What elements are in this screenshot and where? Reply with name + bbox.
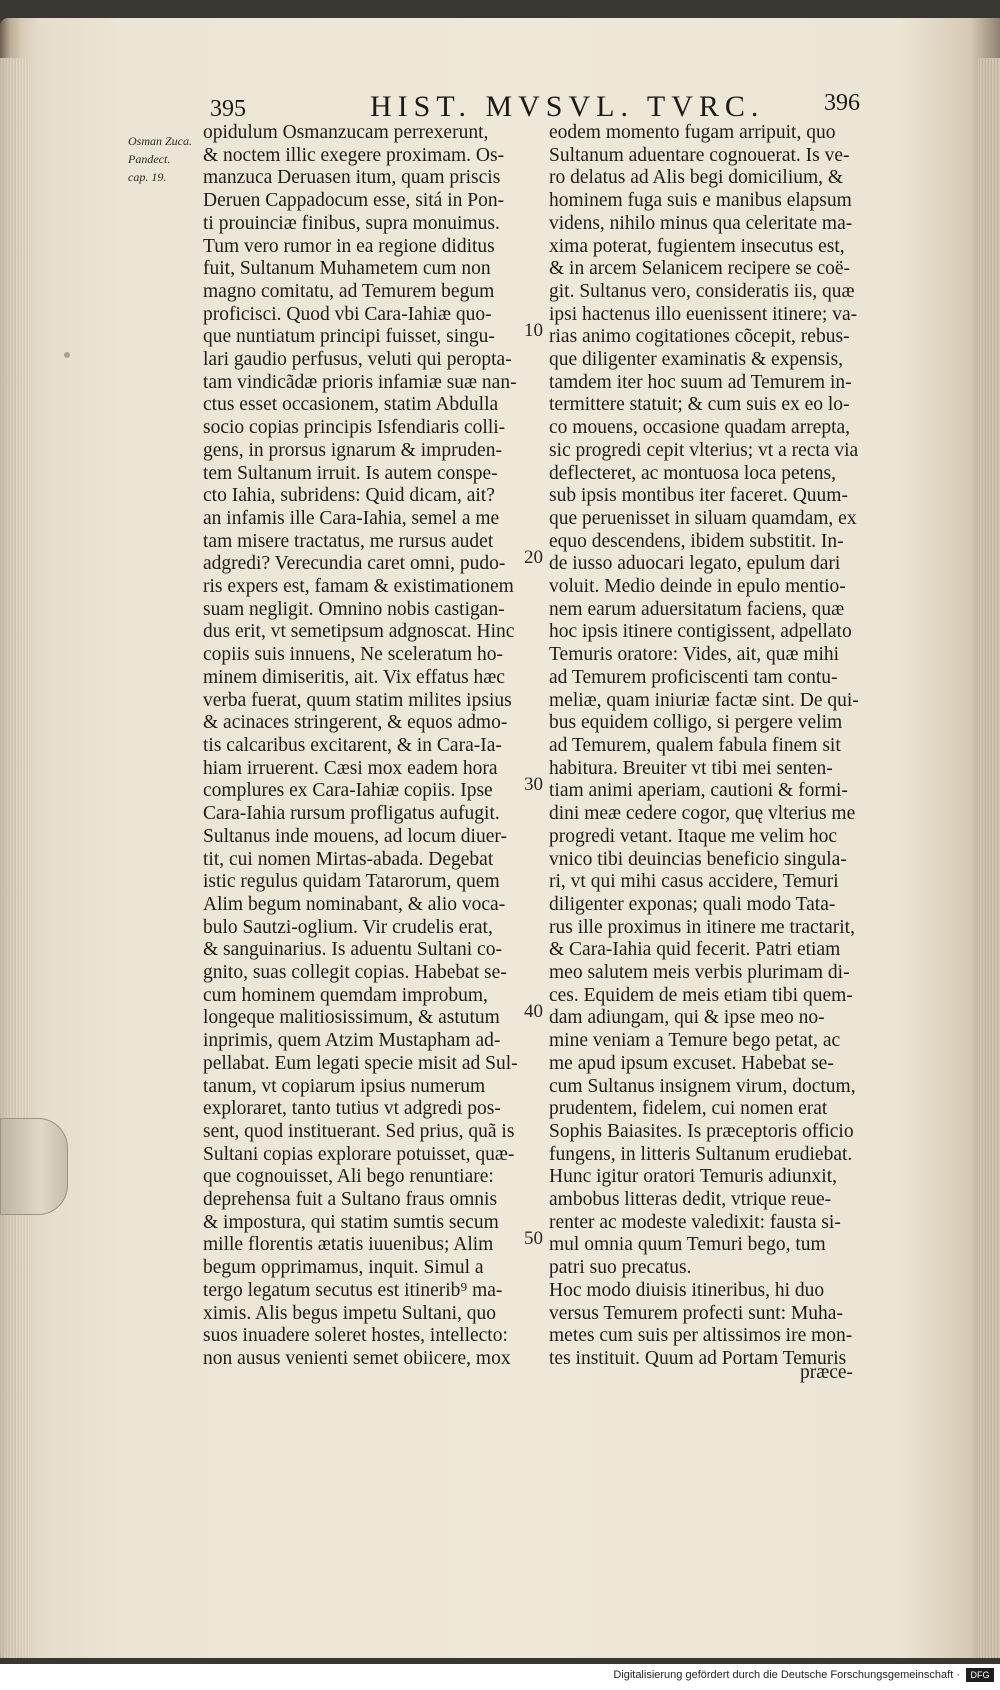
- text-line: complures ex Cara-Iahiæ copiis. Ipse: [203, 780, 493, 802]
- page-number-left: 395: [210, 96, 246, 122]
- text-line: co mouens, occasione quadam arrepta,: [549, 417, 851, 439]
- text-line: dini meæ cedere cogor, quę vlterius me: [549, 803, 856, 825]
- text-line: ipsi hactenus illo euenissent itinere; va-: [549, 303, 858, 325]
- bookmark-ribbon: [0, 1118, 68, 1215]
- text-line: metes cum suis per altissimos ire mon-: [549, 1325, 853, 1347]
- text-line: verba fuerat, quum statim milites ipsius: [203, 689, 512, 711]
- text-line: ro delatus ad Alis begi domicilium, &: [549, 167, 844, 189]
- text-line: magno comitatu, ad Temurem begum: [203, 280, 495, 302]
- text-line: lari gaudio perfusus, veluti qui peropta-: [203, 349, 512, 371]
- text-line: de iusso aduocari legato, epulum dari: [549, 553, 841, 575]
- text-line: cum hominem quemdam improbum,: [203, 984, 488, 1006]
- text-line: opidulum Osmanzucam perrexerunt,: [203, 122, 489, 143]
- text-line: Hoc modo diuisis itineribus, hi duo: [549, 1279, 825, 1301]
- text-line: tit, cui nomen Mirtas-abada. Degebat: [203, 848, 494, 870]
- dfg-logo: DFG: [966, 1668, 994, 1682]
- text-line: Sophis Baiasites. Is præceptoris officio: [549, 1120, 854, 1142]
- text-line: longeque malitiosissimum, & astutum: [203, 1007, 500, 1029]
- text-line: que cognouisset, Ali bego renuntiare:: [203, 1166, 494, 1188]
- page-number-right: 396: [824, 90, 860, 116]
- text-line: habitura. Breuiter vt tibi mei senten-: [549, 757, 833, 779]
- text-line: fungens, in litteris Sultanum erudiebat.: [549, 1143, 853, 1165]
- funding-credit: Digitalisierung gefördert durch die Deutsche Forschungsgemeinschaft ·: [613, 1669, 960, 1681]
- text-line: Sultanus inde mouens, ad locum diuer-: [203, 825, 507, 847]
- line-number: 50: [524, 1228, 543, 1249]
- left-text-column: [203, 122, 523, 1371]
- text-line: Cara-Iahia rursum profligatus aufugit.: [203, 803, 500, 825]
- text-line: Tum vero rumor in ea regione diditus: [203, 235, 495, 257]
- text-line: xima poterat, fugientem insecutus est,: [549, 235, 845, 257]
- text-line: que nuntiatum principi fuisset, singu-: [203, 326, 495, 348]
- line-number: 40: [524, 1001, 543, 1022]
- text-line: non ausus venienti semet obiicere, mox: [203, 1347, 511, 1369]
- text-line: prudentem, fidelem, cui nomen erat: [549, 1098, 828, 1120]
- running-title: HIST. MVSVL. TVRC.: [370, 90, 765, 123]
- page-edges-left: [0, 58, 30, 1658]
- text-line: inprimis, quem Atzim Mustapham ad-: [203, 1030, 501, 1052]
- text-line: & Cara-Iahia quid fecerit. Patri etiam: [549, 939, 841, 961]
- text-line: copiis suis innuens, Ne sceleratum ho-: [203, 644, 504, 666]
- page-edges-right: [978, 58, 1000, 1658]
- text-line: & in arcem Selanicem recipere se coë-: [549, 258, 851, 280]
- text-line: bulo Sautzi-oglium. Vir crudelis erat,: [203, 916, 493, 938]
- text-line: me apud ipsum excuset. Habebat se-: [549, 1052, 834, 1074]
- text-line: hiam irruerent. Cæsi mox eadem hora: [203, 757, 498, 779]
- footer-bar: [0, 1664, 1000, 1690]
- text-line: suos inuadere soleret hostes, intellecto:: [203, 1325, 508, 1347]
- text-line: ximis. Alis begus impetu Sultani, quo: [203, 1302, 497, 1324]
- text-line: hominem fuga suis e manibus elapsum: [549, 190, 852, 212]
- text-line: diligenter exponas; quali modo Tata-: [549, 893, 836, 915]
- text-line: exploraret, tanto tutius vt adgredi pos-: [203, 1098, 501, 1120]
- text-line: mine veniam a Temure bego petat, ac: [549, 1030, 841, 1052]
- text-line: tiam animi aperiam, cautioni & formi-: [549, 780, 848, 802]
- text-line: cum Sultanus insignem virum, doctum,: [549, 1075, 856, 1097]
- text-line: rias animo cogitationes cõcepit, rebus-: [549, 326, 850, 348]
- text-line: mille florentis ætatis iuuenibus; Alim: [203, 1234, 494, 1256]
- text-line: ces. Equidem de meis etiam tibi quem-: [549, 984, 853, 1006]
- line-number: 10: [524, 320, 543, 341]
- text-line: & sanguinarius. Is aduentu Sultani co-: [203, 939, 502, 961]
- text-line: gens, in prorsus ignarum & impruden-: [203, 439, 502, 461]
- text-line: rus ille proximus in itinere me tractarit,: [549, 916, 855, 938]
- text-line: eodem momento fugam arripuit, quo: [549, 122, 836, 143]
- text-line: ambobus litteras dedit, vtrique reue-: [549, 1189, 832, 1211]
- text-line: que diligenter examinatis & expensis,: [549, 349, 844, 371]
- text-line: Deruen Cappadocum esse, sitá in Pon-: [203, 190, 505, 212]
- text-line: tam vindicãdæ prioris infamiæ suæ nan-: [203, 371, 517, 393]
- text-line: ti prouinciæ finibus, supra monuimus.: [203, 212, 500, 234]
- text-line: versus Temurem profecti sunt: Muha-: [549, 1302, 843, 1324]
- text-line: termittere statuit; & cum suis ex eo lo-: [549, 394, 850, 416]
- text-line: socio copias principis Isfendiaris colli-: [203, 417, 506, 439]
- text-line: & noctem illic exegere proximam. Os-: [203, 144, 505, 166]
- text-line: Alim begum nominabant, & alio voca-: [203, 893, 506, 915]
- text-line: fuit, Sultanum Muhametem cum non: [203, 258, 491, 280]
- ink-spot: [64, 352, 70, 358]
- text-line: git. Sultanus vero, consideratis iis, quæ: [549, 280, 855, 302]
- text-line: mul omnia quum Temuri bego, tum: [549, 1234, 826, 1256]
- text-line: sic progredi cepit vlterius; vt a recta via: [549, 439, 859, 461]
- text-line: gnito, suas collegit copias. Habebat se-: [203, 962, 507, 984]
- text-line: equo descendens, ibidem substitit. In-: [549, 530, 844, 552]
- text-line: suam negligit. Omnino nobis castigan-: [203, 598, 505, 620]
- text-line: tergo legatum secutus est itinerib⁹ ma-: [203, 1279, 503, 1301]
- text-line: & acinaces stringerent, & equos admo-: [203, 712, 508, 734]
- text-line: tam misere tractatus, me rursus audet: [203, 530, 494, 552]
- text-line: ri, vt qui mihi casus accidere, Temuri: [549, 871, 839, 893]
- text-line: videns, nihilo minus qua celeritate ma-: [549, 212, 853, 234]
- text-line: tanum, vt copiarum ipsius numerum: [203, 1075, 486, 1097]
- text-line: pellabat. Eum legati specie misit ad Sul-: [203, 1052, 518, 1074]
- text-line: deflecteret, ac montuosa loca petens,: [549, 462, 836, 484]
- line-number: 20: [524, 547, 543, 568]
- text-line: Sultani copias explorare potuisset, quæ-: [203, 1143, 515, 1165]
- text-line: manzuca Deruasen itum, quam priscis: [203, 167, 501, 189]
- marginal-note-line: Pandect.: [128, 152, 171, 166]
- text-line: tamdem iter hoc suum ad Temurem in-: [549, 371, 852, 393]
- text-line: meo salutem meis verbis plurimam di-: [549, 962, 850, 984]
- text-line: ad Temurem, qualem fabula finem sit: [549, 734, 841, 756]
- text-line: Hunc igitur oratori Temuris adiunxit,: [549, 1166, 838, 1188]
- text-line: deprehensa fuit a Sultano fraus omnis: [203, 1189, 498, 1211]
- text-line: tes instituit. Quum ad Portam Temuris: [549, 1347, 847, 1369]
- text-line: voluit. Medio deinde in epulo mentio-: [549, 576, 846, 598]
- text-line: cto Iahia, subridens: Quid dicam, ait?: [203, 485, 495, 507]
- text-line: nem earum aduersitatum faciens, quæ: [549, 598, 845, 620]
- text-line: proficisci. Quod vbi Cara-Iahiæ quo-: [203, 303, 492, 325]
- text-line: vnico tibi deuincias beneficio singula-: [549, 848, 847, 870]
- text-line: sub ipsis montibus iter faceret. Quum-: [549, 485, 848, 507]
- text-line: ctus esset occasionem, statim Abdulla: [203, 394, 499, 416]
- marginal-note: [128, 132, 206, 186]
- text-line: sent, quod instituerant. Sed prius, quã is: [203, 1120, 515, 1142]
- text-line: Sultanum aduentare cognouerat. Is ve-: [549, 144, 850, 166]
- text-line: meliæ, quam iniuriæ factæ sint. De qui-: [549, 689, 859, 711]
- text-line: tem Sultanum irruit. Is autem conspe-: [203, 462, 498, 484]
- marginal-note-line: Osman Zuca.: [128, 134, 193, 148]
- text-line: minem dimiseritis, ait. Vix effatus hæc: [203, 666, 505, 688]
- right-text-column: [549, 122, 869, 1371]
- text-line: renter ac modeste valedixit: fausta si-: [549, 1211, 841, 1233]
- text-line: an infamis ille Cara-Iahia, semel a me: [203, 507, 500, 529]
- catchword: præce-: [800, 1362, 854, 1383]
- text-line: adgredi? Verecundia caret omni, pudo-: [203, 553, 506, 575]
- text-line: istic regulus quidam Tatarorum, quem: [203, 871, 500, 893]
- marginal-note-line: cap. 19.: [128, 170, 167, 184]
- text-line: hoc ipsis itinere contigissent, adpellato: [549, 621, 852, 643]
- text-line: progredi vetant. Itaque me velim hoc: [549, 825, 838, 847]
- text-line: patri suo precatus.: [549, 1257, 692, 1279]
- text-line: Temuris oratore: Vides, ait, quæ mihi: [549, 644, 840, 666]
- text-line: ris expers est, famam & existimationem: [203, 576, 514, 598]
- text-line: begum opprimamus, inquit. Simul a: [203, 1257, 484, 1279]
- text-line: bus equidem colligo, si pergere velim: [549, 712, 843, 734]
- text-line: & impostura, qui statim sumtis secum: [203, 1211, 499, 1233]
- text-line: que peruenisset in siluam quamdam, ex: [549, 507, 857, 529]
- text-line: dam adiungam, qui & ipse meo no-: [549, 1007, 825, 1029]
- line-number: 30: [524, 774, 543, 795]
- text-line: dus erit, vt semetipsum adgnoscat. Hinc: [203, 621, 515, 643]
- text-line: ad Temurem proficiscenti tam contu-: [549, 666, 838, 688]
- text-line: tis calcaribus excitarent, & in Cara-Ia-: [203, 734, 502, 756]
